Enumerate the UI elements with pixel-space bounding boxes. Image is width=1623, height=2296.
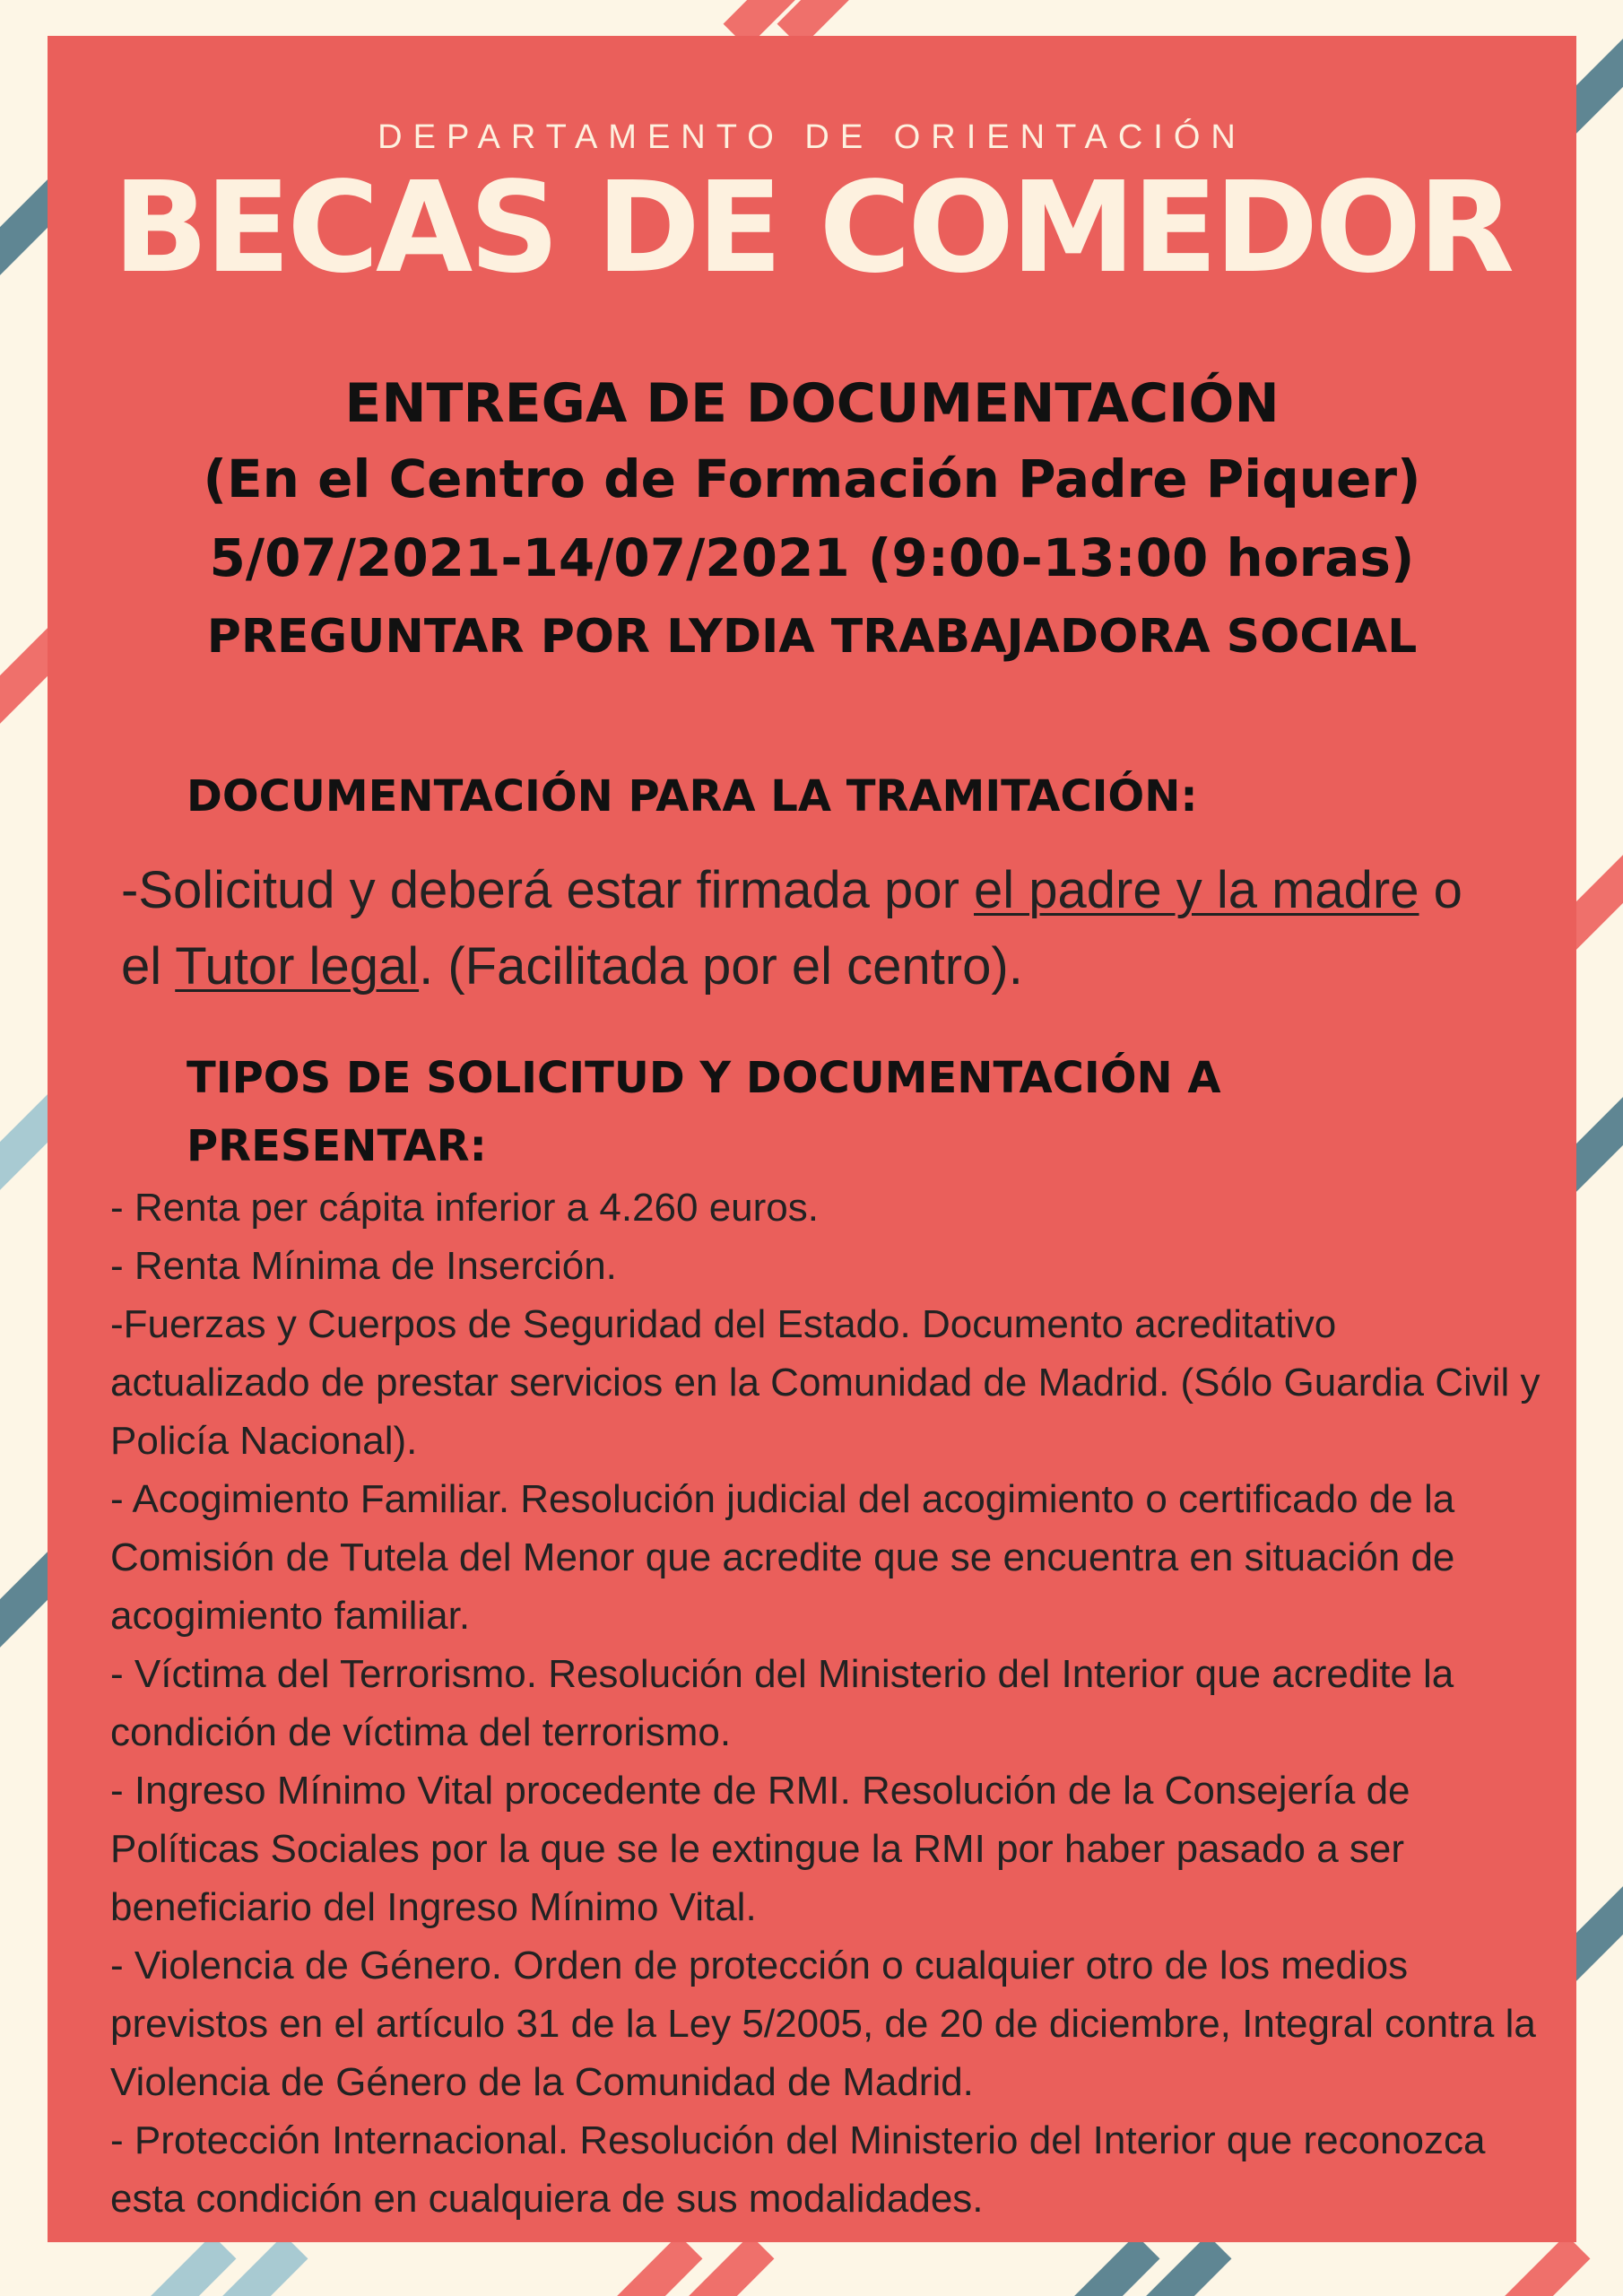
poster-title: BECAS DE COMEDOR [112, 155, 1512, 301]
types-list [110, 1178, 1545, 2228]
list-item: - Renta per cápita inferior a 4.260 euros. [110, 1186, 820, 1230]
types-heading-line2: PRESENTAR: [187, 1121, 487, 1171]
stripe-top-red [789, 0, 843, 36]
list-item: - Renta Mínima de Inserción. [110, 1244, 617, 1288]
documentation-intro [121, 852, 1466, 1004]
department-label: DEPARTAMENTO DE ORIENTACIÓN [378, 118, 1246, 156]
intro-text-end: . (Facilitada por el centro). [419, 937, 1023, 996]
list-item: - Víctima del Terrorismo. Resolución del Ministerio del Interior que acredite la condición de víctima del terrorismo. [110, 1652, 1454, 1754]
list-item: - Violencia de Género. Orden de protección o cualquier otro de los medios previstos en el artículo 31 de la Ley 5/2005, de 20 de diciembre, Integral contra la Violencia de Género de la Comunidad de Madrid. [110, 1944, 1536, 2104]
delivery-contact: PREGUNTAR POR LYDIA TRABAJADORA SOCIAL [206, 610, 1418, 664]
types-heading-line1: TIPOS DE SOLICITUD Y DOCUMENTACIÓN A [187, 1053, 1221, 1103]
intro-text-middle: o el [121, 861, 1462, 996]
stripe-bottom-lightblue [152, 2247, 224, 2296]
list-item: - Protección Internacional. Resolución del Ministerio del Interior que reconozca esta condición en cualquiera de sus modalidades. [110, 2118, 1486, 2221]
list-item: - Acogimiento Familiar. Resolución judicial del acogimiento o certificado de la Comisión de Tutela del Menor que acredite que se encuentra en situación de acogimiento familiar. [110, 1477, 1455, 1638]
stripe-bottom-red [619, 2247, 690, 2296]
delivery-dates: 5/07/2021-14/07/2021 (9:00-13:00 horas) [209, 527, 1415, 588]
intro-underline-tutor: Tutor legal [175, 937, 420, 996]
poster-panel [48, 36, 1576, 2242]
list-item: - Ingreso Mínimo Vital procedente de RMI. Resolución de la Consejería de Políticas Sociales por la que se le extingue la RMI por haber pasado a ser beneficiario del Ingreso Mínimo Vital. [110, 1769, 1410, 1929]
list-item: -Fuerzas y Cuerpos de Seguridad del Estado. Documento acreditativo actualizado de prestar servicios en la Comunidad de Madrid. (Sólo Guardia Civil y Policía Nacional). [110, 1302, 1541, 1463]
documentation-heading: DOCUMENTACIÓN PARA LA TRAMITACIÓN: [187, 771, 1198, 822]
intro-underline-parents: el padre y la madre [974, 861, 1419, 919]
intro-text-start: -Solicitud y deberá estar firmada por [121, 861, 974, 919]
stripe-bottom-lightblue [224, 2247, 296, 2296]
stripe-top-red [735, 0, 789, 36]
stripe-bottom-teal [1148, 2247, 1219, 2296]
stripe-bottom-red [1506, 2247, 1578, 2296]
delivery-heading: ENTREGA DE DOCUMENTACIÓN [344, 372, 1280, 435]
stripe-bottom-teal [1076, 2247, 1148, 2296]
delivery-place: (En el Centro de Formación Padre Piquer) [203, 448, 1421, 509]
types-heading [187, 1044, 1221, 1180]
stripe-bottom-red [690, 2247, 762, 2296]
